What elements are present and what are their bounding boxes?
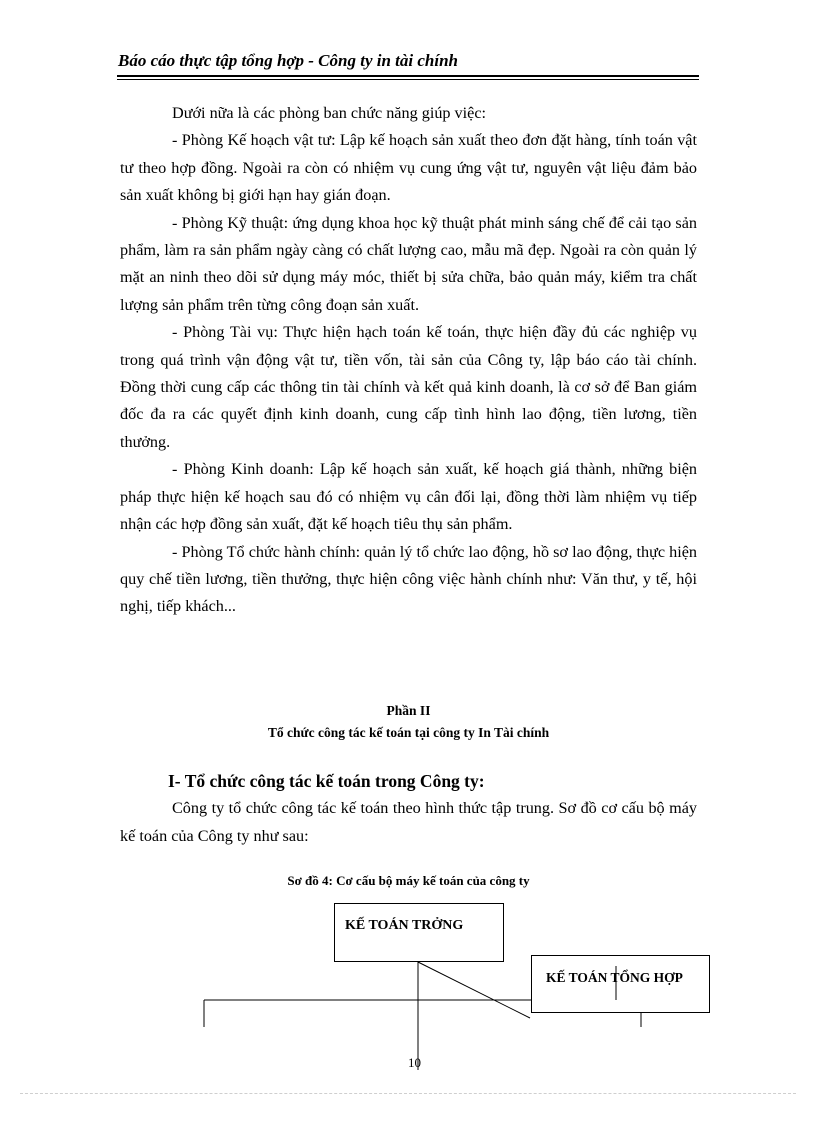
page-bottom-rule bbox=[20, 1093, 796, 1094]
paragraph-admin-dept: - Phòng Tổ chức hành chính: quản lý tổ chức lao động, hồ sơ lao động, thực hiện quy chế tiền lương, tiền thưởng, thực hiện công việc hành chính như: Văn thư, y tế, hội nghị, tiếp khách... bbox=[120, 542, 697, 616]
paragraph-planning-dept: - Phòng Kế hoạch vật tư: Lập kế hoạch sản xuất theo đơn đặt hàng, tính toán vật tư theo hợp đồng. Ngoài ra còn có nhiệm vụ cung ứng vật tư, nguyên vật liệu đảm bảo sản xuất không bị giới hạn hay gián đoạn. bbox=[120, 131, 697, 205]
chief-accountant-label: KẾ TOÁN TRỞNG bbox=[345, 918, 464, 933]
paragraph-business-dept: - Phòng Kinh doanh: Lập kế hoạch sản xuất, kế hoạch giá thành, những biện pháp thực hiện kế hoạch sau đó có nhiệm vụ cân đối lại, đồng thời làm nhiệm vụ tiếp nhận các hợp đồng sản xuất, đặt kế hoạch tiêu thụ sản phẩm. bbox=[120, 460, 697, 534]
general-accountant-label: KẾ TOÁN TỔNG HỢP bbox=[546, 970, 683, 985]
paragraph-intro: Dưới nữa là các phòng ban chức năng giúp việc: bbox=[172, 104, 487, 122]
section-heading: I- Tổ chức công tác kế toán trong Công ty: bbox=[168, 771, 485, 791]
page-number: 10 bbox=[408, 1055, 421, 1070]
part-number: Phần II bbox=[386, 703, 431, 718]
paragraph-section-intro: Công ty tổ chức công tác kế toán theo hình thức tập trung. Sơ đồ cơ cấu bộ máy kế toán của Công ty như sau: bbox=[120, 799, 697, 845]
paragraph-technical-dept: - Phòng Kỹ thuật: ứng dụng khoa học kỹ thuật phát minh sáng chế để cải tạo sản phẩm, làm ra sản phẩm ngày càng có chất lượng cao, mẫu mã đẹp. Ngoài ra còn quản lý mặt an ninh theo dõi sử dụng máy móc, thiết bị sửa chữa, bảo quản máy, kiểm tra chất lượng sản phẩm trên từng công đoạn sản xuất. bbox=[120, 213, 697, 314]
diagram-caption: Sơ đồ 4: Cơ cấu bộ máy kế toán của công ty bbox=[287, 873, 530, 888]
paragraph-finance-dept: - Phòng Tài vụ: Thực hiện hạch toán kế toán, thực hiện đầy đủ các nghiệp vụ trong quá trình vận động vật tư, tiền vốn, tài sản của Công ty, lập báo cáo tài chính. Đồng thời cung cấp các thông tin tài chính và kết quả kinh doanh, là cơ sở để Ban giám đốc đa ra các quyết định kinh doanh, cung cấp tình hình lao động, tiền lương, tiền thưởng. bbox=[120, 323, 697, 451]
document-header-title: Báo cáo thực tập tổng hợp - Công ty in tài chính bbox=[118, 51, 458, 70]
part-title: Tổ chức công tác kế toán tại công ty In Tài chính bbox=[267, 725, 550, 740]
